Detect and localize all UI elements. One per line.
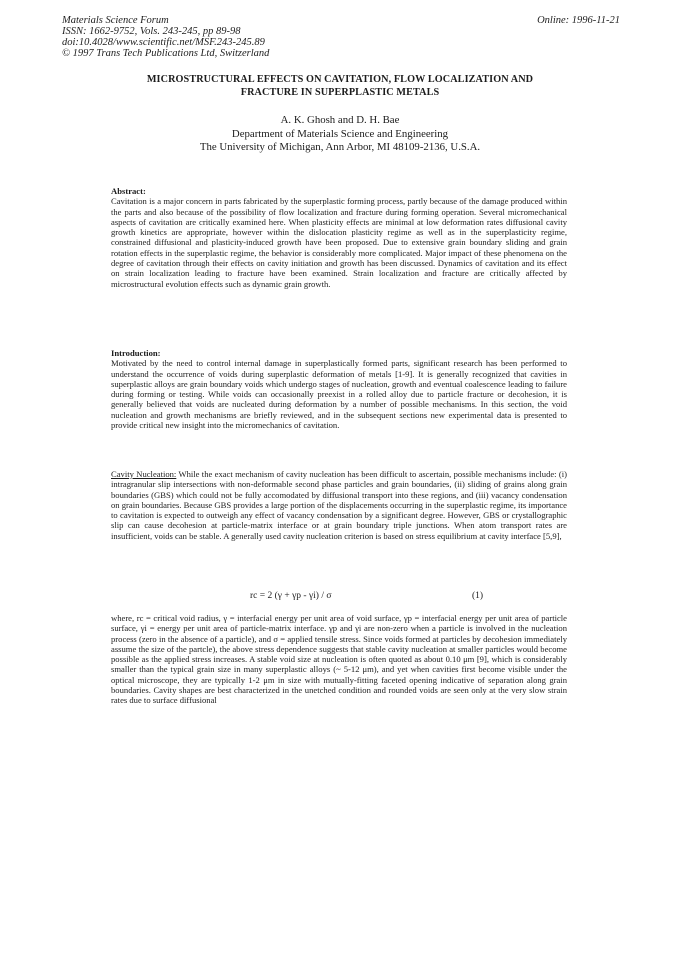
paper-title [100,73,580,99]
title-line: FRACTURE IN SUPERPLASTIC METALS [240,87,440,98]
author-block [110,114,570,155]
equation-number: (1) [472,591,484,601]
affiliation-department: Department of Materials Science and Engineering [231,127,449,140]
introduction-section [111,348,567,430]
issn-line: ISSN: 1662-9752, Vols. 243-245, pp 89-98 [62,26,241,37]
doi-line: doi:10.4028/www.scientific.net/MSF.243-245.89 [62,37,265,48]
cavity-nucleation-section [111,469,567,541]
copyright-line: © 1997 Trans Tech Publications Ltd, Switzerland [62,48,270,59]
equation-text: rc = 2 (γ + γp - γi) / σ [250,591,332,601]
introduction-heading: Introduction: [111,348,161,358]
introduction-text: Motivated by the need to control internal damage in superplastically formed parts, significant research has been performed to understand the occurrence of voids during superplastic deformation of metals [1-9]. It is generally recognized that cavities in superplastic alloys are grain boundary voids which undergo stages of nucleation, growth and eventual coalescence leading to failure during forming or testing. While voids can occasionally preexist in a rolled alloy due to particle fracture or decohesion, it is generally believed that voids are nucleated during deformation by a number of possible mechanisms. In this section, the void nucleation and growth mechanisms are briefly reviewed, and in the subsequent sections new experimental data is presented to provide critical new insight into the micromechanics of cavitation. [111,358,567,431]
cavity-nucleation-paragraph [111,469,567,541]
journal-name: Materials Science Forum [62,15,169,26]
journal-header [62,15,269,59]
title-line: MICROSTRUCTURAL EFFECTS ON CAVITATION, FLOW LOCALIZATION AND [146,74,534,85]
author-names: A. K. Ghosh and D. H. Bae [280,114,400,126]
abstract-text: Cavitation is a major concern in parts fabricated by the superplastic forming process, partly because of the damage produced within the parts and also because of the possibility of flow localization and fracture during forming operation. Several micromechanical aspects of cavitation are critically examined here. When plasticity effects are minimal at low deformation rates diffusional cavity growth kinetics are appropriate, however within the dislocation plasticity regime as well as in the superplasticity regime, constrained diffusional and plasticity-induced growth have been proposed. Due to extensive grain boundary sliding and grain rotation effects in the superplastic regime, the behavior is considerably more complicated. Major impact of these phenomena on the degree of cavitation through their effects on cavity initiation and growth has been discussed. Dynamics of cavitation and its effect on strain localization leading to fracture have been examined. Strain localization and fracture are critically affected by microstructural evolution effects such as dynamic grain growth. [111,196,567,289]
abstract-section [111,186,567,289]
affiliation-university: The University of Michigan, Ann Arbor, MI 48109-2136, U.S.A. [199,141,481,153]
cavity-nucleation-heading: Cavity Nucleation: [111,469,177,479]
continuation-section [111,613,567,706]
abstract-heading: Abstract: [111,186,146,196]
continuation-text: where, rc = critical void radius, γ = interfacial energy per unit area of void surface, γp = interfacial energy per unit area of particle surface, γi = energy per unit area of particle-matrix interface. γp and γi are non-zero when a particle is involved in the nucleation process (zero in the absence of a particle), and σ = applied tensile stress. Since voids formed at particles by decohesion immediately assume the size of the partcle), the above stress dependence suggests that stable cavity nucleation at smaller particles would become possible as the applied stress increases. A stable void size at nucleation is often quoted as about 0.10 μm [9], which is considerably smaller than the typical grain size in many superplastic alloys (~ 5-12 μm), and yet when cavities first become visible under the optical microscope, they are typically 1-2 μm in size with mutually-fitting faceted opening indicative of separation along grain boundaries. Cavity shapes are best characterized in the unetched condition and rounded voids are seen only at the very slow strain rates due to surface diffusional [111,613,567,706]
online-date: Online: 1996-11-21 [537,15,620,26]
cavity-nucleation-text: While the exact mechanism of cavity nucleation has been difficult to ascertain, possible mechanisms include: (i) intragranular slip intersections with non-deformable second phase particles and grain boundaries, (ii) sliding of grains along grain boundaries (GBS) which could not be fully accomodated by diffusional transport into these regions, and (iii) vacancy condensation on grain boundaries. Because GBS provides a large portion of the displacements occurring in the superplastic regime, its importance to cavitation is expected to outweigh any effect of vacancy condensation by a significant degree. However, GBS or crystallographic slip can cause decohesion at particle-matrix interface or at grain boundary triple junctions. When atom transport rates are insufficient, voids can be stable. A generally used cavity nucleation criterion is based on stress equilibrium at cavity interface [5,9], [111,469,567,541]
